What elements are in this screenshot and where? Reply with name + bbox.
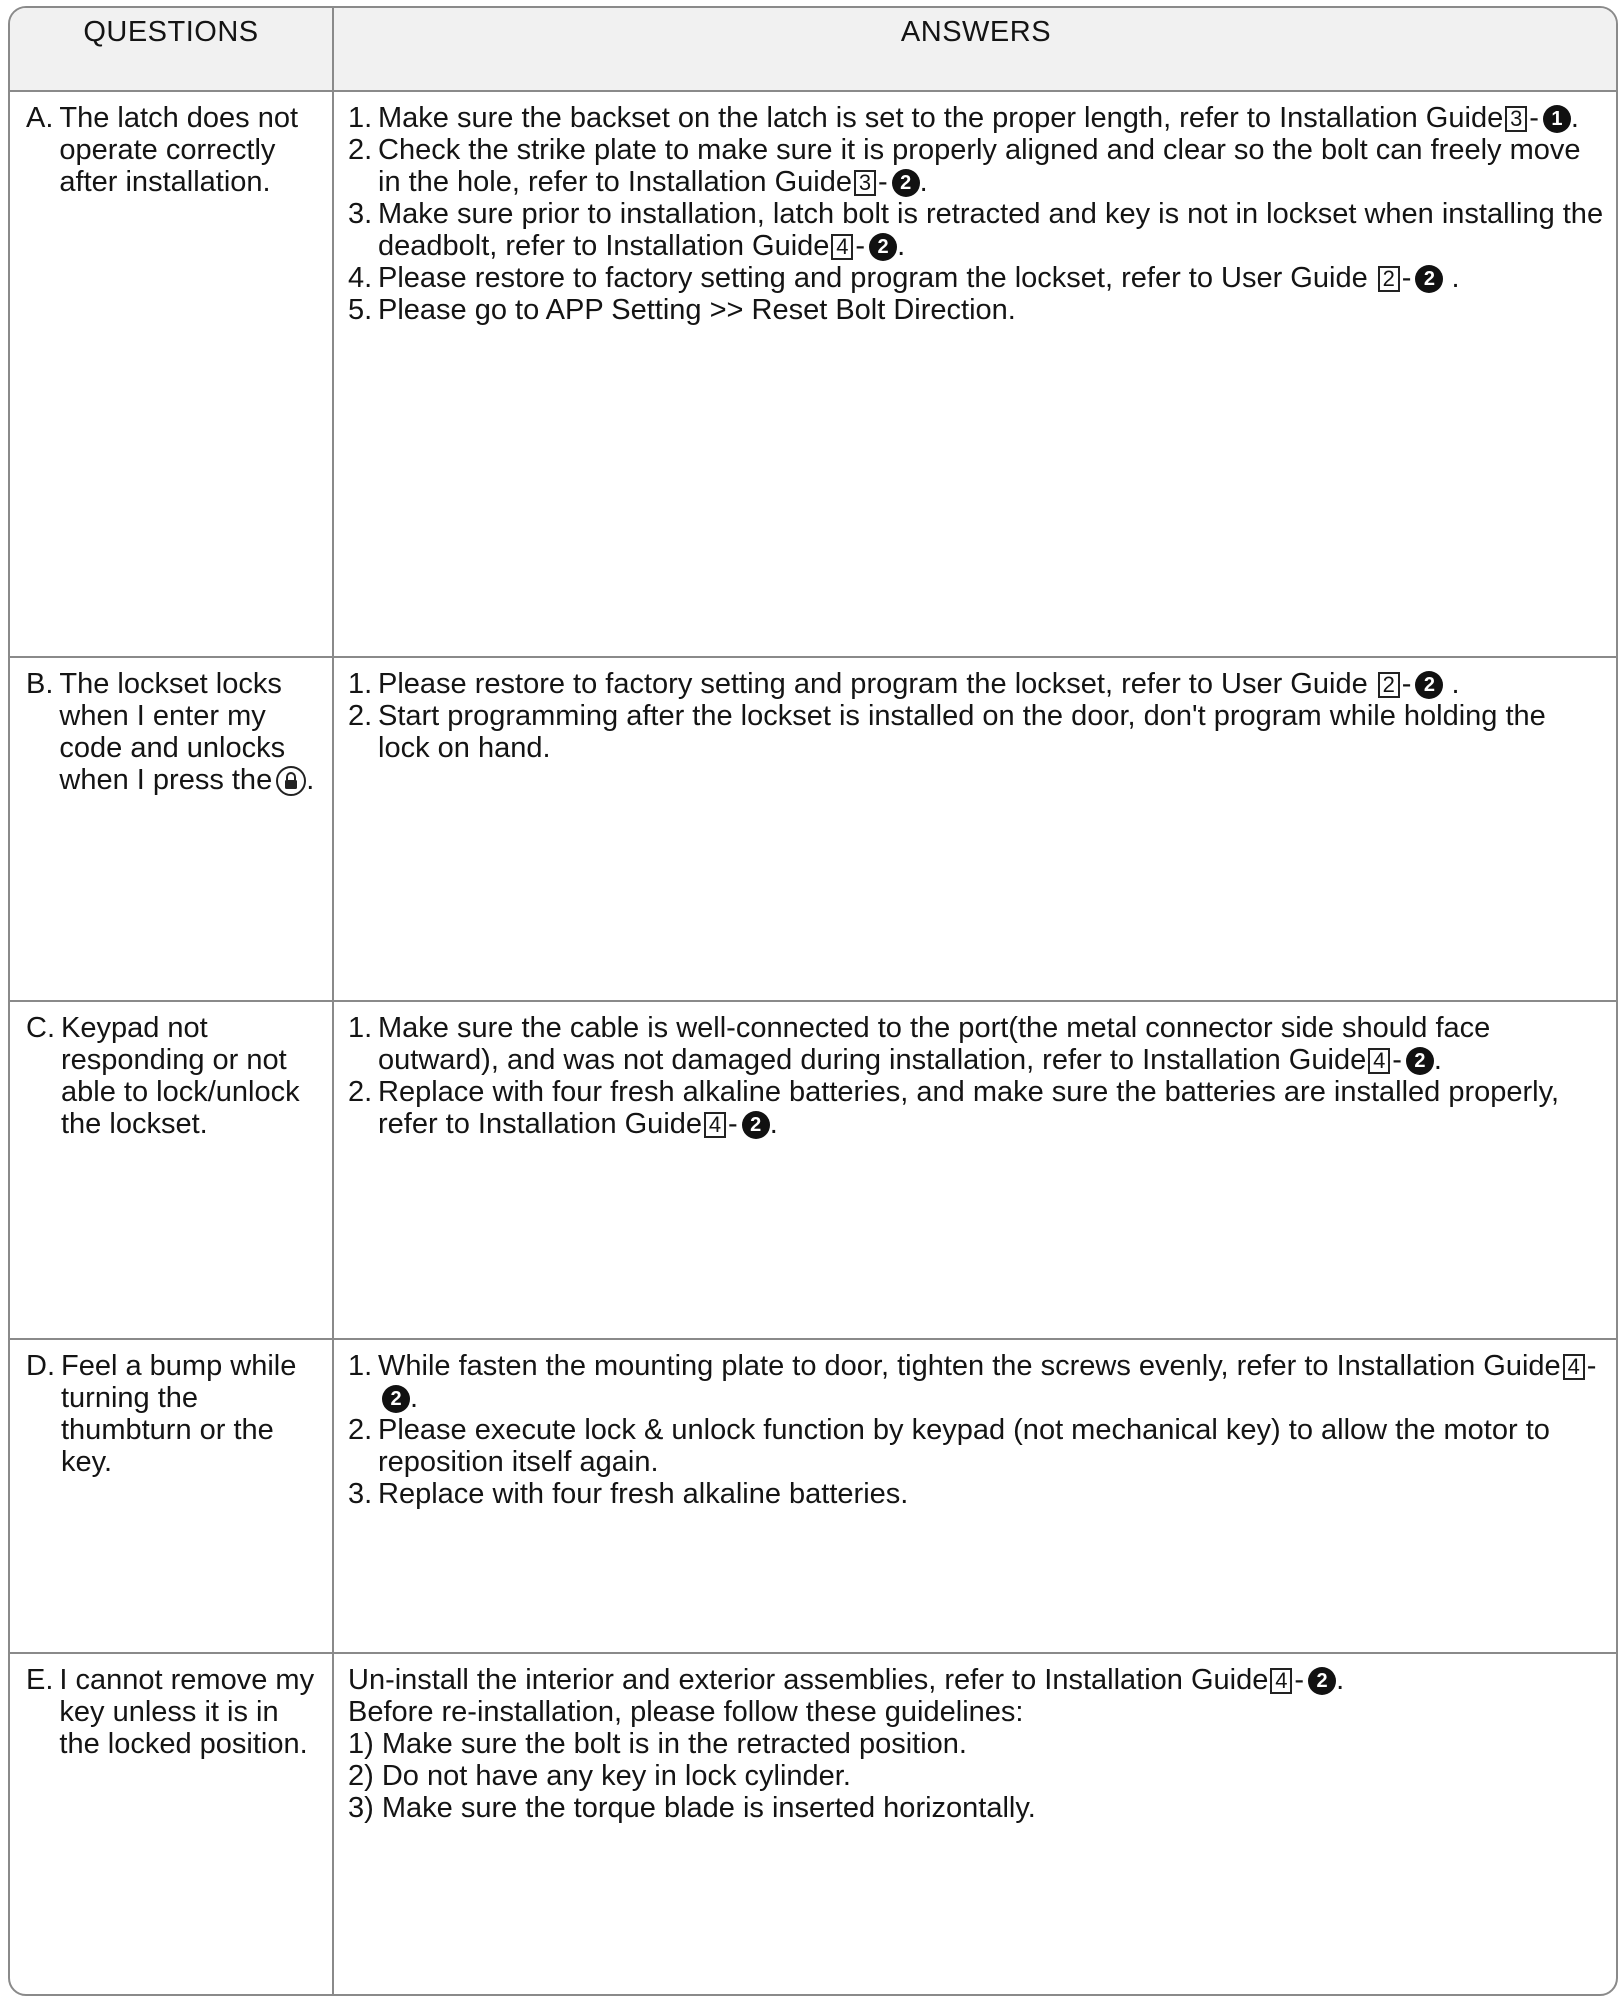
list-item: 1. Make sure the cable is well-connected to the port(the metal connector side should face outward), and was not damaged during installation, refer to Installation Guide 4 - 2 . xyxy=(348,1012,1491,1076)
item-number: 2. xyxy=(348,134,373,166)
list-item xyxy=(348,1414,1604,1478)
item-text: Make sure the backset on the latch is set to the proper length, refer to Installation Guide xyxy=(378,102,1504,134)
answer-cell xyxy=(334,1654,1618,1996)
guide-page-box: 4 xyxy=(704,1112,726,1138)
item-text: Please go to APP Setting >> Reset Bolt Direction. xyxy=(378,294,1016,326)
question-text: Keypad not responding or not able to lock/unlock the lockset. xyxy=(61,1012,300,1140)
list-item xyxy=(348,700,1604,764)
item-end: . xyxy=(1433,1044,1442,1076)
item-text: Start programming after the lockset is installed on the door, don't program while holding the lock on hand. xyxy=(378,700,1546,764)
step-circle-badge: 1 xyxy=(1543,105,1571,133)
item-text: Make sure the cable is well-connected to the port(the metal connector side should face outward), and was not damaged during installation, refer to Installation Guide xyxy=(378,1012,1491,1076)
question-letter: D. xyxy=(26,1350,55,1382)
answer-cell xyxy=(334,92,1618,656)
question-cell xyxy=(10,92,334,656)
guide-page-box: 4 xyxy=(831,234,853,260)
table-header xyxy=(10,8,1616,92)
question-end: . xyxy=(306,764,315,796)
question-letter: C. xyxy=(26,1012,55,1044)
answer-cell xyxy=(334,1002,1618,1338)
item-number: 3. xyxy=(348,1478,373,1510)
item-end: . xyxy=(769,1108,778,1140)
item-end: . xyxy=(410,1382,419,1414)
item-number: 1. xyxy=(348,668,373,700)
list-item xyxy=(348,294,1604,326)
item-text: Make sure prior to installation, latch bolt is retracted and key is not in lockset when installing the deadbolt, refer to Installation Guide xyxy=(378,198,1604,262)
table-row xyxy=(10,1654,1616,1996)
item-number: 1. xyxy=(348,102,373,134)
answer-cell xyxy=(334,1340,1618,1652)
question-text: The lockset locks when I enter my code and unlocks when I press the xyxy=(59,668,286,796)
item-number: 1. xyxy=(348,1350,373,1382)
item-text: Replace with four fresh alkaline batteries, and make sure the batteries are installed properly, refer to Installation Guide xyxy=(378,1076,1560,1140)
list-item: 3. Make sure prior to installation, latch bolt is retracted and key is not in lockset when installing the deadbolt, refer to Installation Guide 4 - 2 . xyxy=(348,198,1604,262)
item-end: . xyxy=(919,166,928,198)
guide-page-box: 3 xyxy=(1505,106,1527,132)
item-text: Please restore to factory setting and program the lockset, refer to User Guide xyxy=(378,668,1368,700)
question-letter: E. xyxy=(26,1664,54,1696)
list-item: 1) Make sure the bolt is in the retracted position. xyxy=(348,1728,967,1760)
question-text: I cannot remove my key unless it is in the locked position. xyxy=(59,1664,315,1760)
item-text: While fasten the mounting plate to door, tighten the screws evenly, refer to Installation Guide xyxy=(378,1350,1561,1382)
question-text: Feel a bump while turning the thumbturn or the key. xyxy=(61,1350,297,1478)
item-text: Please execute lock & unlock function by keypad (not mechanical key) to allow the motor to reposition itself again. xyxy=(378,1414,1550,1478)
step-circle-badge: 2 xyxy=(1415,265,1443,293)
list-item: Before re-installation, please follow these guidelines: xyxy=(348,1696,1024,1728)
guide-page-box: 4 xyxy=(1270,1668,1292,1694)
step-circle-badge: 2 xyxy=(1415,671,1443,699)
answers-header: ANSWERS xyxy=(900,16,1052,48)
step-circle-badge: 2 xyxy=(382,1385,410,1413)
item-number: 1. xyxy=(348,1012,373,1044)
item-end: . xyxy=(897,230,906,262)
table-row xyxy=(10,1340,1616,1654)
guide-page-box: 2 xyxy=(1378,266,1400,292)
list-item: 2. Check the strike plate to make sure it is properly aligned and clear so the bolt can freely move in the hole, refer to Installation Guide 3 - 2 . xyxy=(348,134,1581,198)
item-end: . xyxy=(1570,102,1579,134)
item-number: 2. xyxy=(348,1414,373,1446)
list-item: 4. Please restore to factory setting and program the lockset, refer to User Guide 2 - 2 . xyxy=(348,262,1460,294)
question-cell xyxy=(10,658,334,1000)
table-row xyxy=(10,1002,1616,1340)
item-text: Un-install the interior and exterior assemblies, refer to Installation Guide xyxy=(348,1664,1269,1696)
table-row xyxy=(10,92,1616,658)
list-item: 2) Do not have any key in lock cylinder. xyxy=(348,1760,851,1792)
item-end: . xyxy=(1443,262,1460,294)
item-number: 4. xyxy=(348,262,373,294)
table-row xyxy=(10,658,1616,1002)
question-text: The latch does not operate correctly after installation. xyxy=(59,102,299,198)
item-number: 2. xyxy=(348,700,373,732)
guide-page-box: 4 xyxy=(1563,1354,1585,1380)
step-circle-badge: 2 xyxy=(1406,1047,1434,1075)
list-item: 3) Make sure the torque blade is inserted horizontally. xyxy=(348,1792,1036,1824)
list-item: 1. Make sure the backset on the latch is set to the proper length, refer to Installation Guide 3 - 1 . xyxy=(348,102,1579,134)
question-cell xyxy=(10,1654,334,1996)
list-item: 1. While fasten the mounting plate to door, tighten the screws evenly, refer to Installation Guide 4 -2 . xyxy=(348,1350,1597,1414)
item-text: Check the strike plate to make sure it is properly aligned and clear so the bolt can freely move in the hole, refer to Installation Guide xyxy=(378,134,1581,198)
item-number: 3. xyxy=(348,198,373,230)
item-text: Please restore to factory setting and program the lockset, refer to User Guide xyxy=(378,262,1368,294)
item-number: 5. xyxy=(348,294,373,326)
step-circle-badge: 2 xyxy=(869,233,897,261)
question-letter: A. xyxy=(26,102,54,134)
item-number: 2. xyxy=(348,1076,373,1108)
step-circle-badge: 2 xyxy=(892,169,920,197)
answer-cell xyxy=(334,658,1618,1000)
list-item: 1. Please restore to factory setting and program the lockset, refer to User Guide 2 - 2 . xyxy=(348,668,1460,700)
item-end: . xyxy=(1443,668,1460,700)
question-cell xyxy=(10,1340,334,1652)
step-circle-badge: 2 xyxy=(742,1111,770,1139)
step-circle-badge: 2 xyxy=(1308,1667,1336,1695)
list-item xyxy=(348,1478,1604,1510)
guide-page-box: 4 xyxy=(1368,1048,1390,1074)
guide-page-box: 2 xyxy=(1378,672,1400,698)
guide-page-box: 3 xyxy=(854,170,876,196)
question-cell xyxy=(10,1002,334,1338)
list-item: Un-install the interior and exterior assemblies, refer to Installation Guide 4 - 2 . xyxy=(348,1664,1345,1696)
question-letter: B. xyxy=(26,668,54,700)
lock-icon xyxy=(276,766,306,796)
questions-header: QUESTIONS xyxy=(10,8,334,90)
item-end: . xyxy=(1336,1664,1345,1696)
list-item: 2. Replace with four fresh alkaline batteries, and make sure the batteries are installed properly, refer to Installation Guide 4 - 2 . xyxy=(348,1076,1560,1140)
item-text: Replace with four fresh alkaline batteries. xyxy=(378,1478,909,1510)
troubleshooting-table xyxy=(8,6,1618,1996)
